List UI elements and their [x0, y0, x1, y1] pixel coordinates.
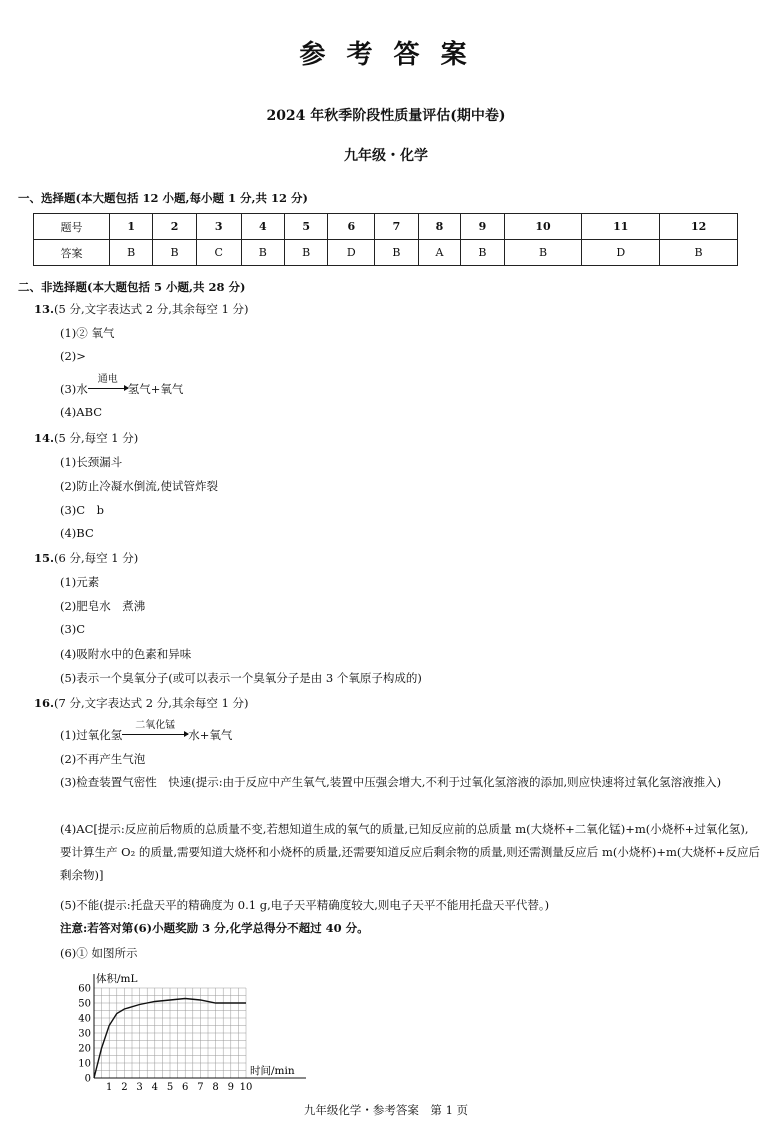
q15-answer-4: (4)吸附水中的色素和异味 [60, 647, 192, 661]
y-tick-label: 40 [78, 1013, 91, 1025]
reaction-arrow [88, 374, 128, 396]
x-tick-label: 3 [136, 1082, 143, 1093]
question-number-cell: 9 [461, 214, 504, 240]
x-tick-label: 4 [151, 1082, 158, 1093]
q16-a1-reactant: (1)过氧化氢 [60, 728, 123, 742]
question-number-cell: 5 [285, 214, 328, 240]
question-number-cell: 6 [328, 214, 375, 240]
q16-answer-3: (3)检查装置气密性 快速(提示:由于反应中产生氧气,装置中压强会增大,不利于过氧化氢溶液的添加,则应快速将过氧化氢溶液推入) [60, 775, 722, 789]
answer-cell: B [375, 240, 418, 266]
answer-cell: B [285, 240, 328, 266]
q15-head: (6 分,每空 1 分) [54, 551, 139, 565]
y-tick-label: 20 [78, 1043, 91, 1055]
section-2-title: 二、非选择题(本大题包括 5 小题,共 28 分) [18, 280, 246, 294]
q13-header [34, 301, 249, 317]
answer-cell: B [241, 240, 284, 266]
q16-header [34, 695, 249, 711]
y-tick-label: 50 [78, 998, 91, 1010]
q16-answer-2: (2)不再产生气泡 [60, 752, 146, 766]
q13-number: 13. [34, 302, 55, 316]
x-tick-label: 1 [106, 1082, 113, 1093]
y-tick-label: 10 [78, 1058, 91, 1070]
sub-title: 2024 年秋季阶段性质量评估(期中卷) [266, 108, 506, 124]
table-row-numbers [34, 214, 738, 240]
y-axis-label: 体积/mL [96, 973, 138, 985]
row-label-number: 题号 [34, 214, 110, 240]
answer-cell: C [196, 240, 241, 266]
q13-answer-4: (4)ABC [60, 405, 103, 419]
answer-cell: D [582, 240, 660, 266]
x-tick-label: 7 [197, 1082, 204, 1093]
main-title: 参 考 答 案 [299, 40, 473, 70]
q15-answer-5: (5)表示一个臭氧分子(或可以表示一个臭氧分子是由 3 个氧原子构成的) [60, 671, 422, 685]
x-tick-label: 9 [227, 1082, 234, 1093]
grade-title: 九年级・化学 [344, 148, 428, 164]
table-row-answers [34, 240, 738, 266]
x-tick-label: 10 [239, 1082, 253, 1093]
q14-answer-4: (4)BC [60, 526, 94, 540]
section-1-title: 一、选择题(本大题包括 12 小题,每小题 1 分,共 12 分) [18, 191, 308, 205]
q15-number: 15. [34, 551, 55, 565]
reaction-arrow [122, 720, 188, 742]
q16-answer-5: (5)不能(提示:托盘天平的精确度为 0.1 g,电子天平精确度较大,则电子天平不能用托盘天平代替。) [60, 898, 550, 912]
x-axis-label: 时间/min [250, 1065, 295, 1077]
question-number-cell: 12 [660, 214, 738, 240]
y-tick-label: 0 [84, 1073, 91, 1085]
q13-answer-3 [60, 374, 184, 397]
answer-cell: A [418, 240, 461, 266]
q16-answer-1 [60, 720, 233, 743]
x-tick-label: 2 [121, 1082, 128, 1093]
y-tick-label: 60 [78, 983, 91, 995]
q16-number: 16. [34, 696, 55, 710]
question-number-cell: 3 [196, 214, 241, 240]
row-label-answer: 答案 [34, 240, 110, 266]
q14-header [34, 430, 138, 446]
q14-answer-2: (2)防止冷凝水倒流,使试管炸裂 [60, 479, 218, 493]
x-tick-label: 6 [182, 1082, 189, 1093]
q13-a3-products: 氢气+氧气 [127, 382, 184, 396]
bonus-note: 注意:若答对第(6)小题奖励 3 分,化学总得分不超过 40 分。 [60, 921, 369, 935]
q14-answer-1: (1)长颈漏斗 [60, 455, 123, 469]
q15-answer-2: (2)肥皂水 煮沸 [60, 599, 146, 613]
question-number-cell: 1 [110, 214, 153, 240]
q16-answer-6: (6)① 如图所示 [60, 946, 138, 960]
question-number-cell: 8 [418, 214, 461, 240]
chart-grid [94, 988, 246, 1078]
answer-cell: B [660, 240, 738, 266]
chart-axes [94, 974, 306, 1078]
answer-cell: B [110, 240, 153, 266]
q13-head: (5 分,文字表达式 2 分,其余每空 1 分) [54, 302, 249, 316]
volume-time-chart [62, 970, 312, 1095]
q13-answer-2: (2)> [60, 349, 86, 363]
q13-a3-reactant: (3)水 [60, 382, 88, 396]
page-footer: 九年级化学・参考答案 第 1 页 [303, 1103, 469, 1117]
question-number-cell: 7 [375, 214, 418, 240]
q15-answer-3: (3)C [60, 622, 86, 636]
y-tick-label: 30 [78, 1028, 91, 1040]
q16-a1-products: 水+氧气 [188, 728, 233, 742]
answer-cell: B [153, 240, 196, 266]
answer-cell: B [461, 240, 504, 266]
question-number-cell: 10 [504, 214, 582, 240]
q16-head: (7 分,文字表达式 2 分,其余每空 1 分) [54, 696, 249, 710]
answer-cell: B [504, 240, 582, 266]
question-number-cell: 11 [582, 214, 660, 240]
x-tick-label: 5 [166, 1082, 174, 1093]
q14-answer-3: (3)C b [60, 503, 104, 517]
q14-number: 14. [34, 431, 55, 445]
reaction-condition: 通电 [97, 374, 118, 385]
question-number-cell: 2 [153, 214, 196, 240]
q15-header [34, 550, 138, 566]
q14-head: (5 分,每空 1 分) [54, 431, 139, 445]
q16-answer-4: (4)AC[提示:反应前后物质的总质量不变,若想知道生成的氧气的质量,已知反应前的总质量 m(大烧杯+二氧化锰)+m(小烧杯+过氧化氢),要计算生产 O₂ 的质量,需要知道大烧杯和小烧杯的质量,还需要知道反应后剩余物的质量,则还需测量反应后 m(小烧杯)+m(大烧杯+反应后剩余物)] [60, 822, 761, 882]
question-number-cell: 4 [241, 214, 284, 240]
x-tick-label: 8 [212, 1082, 219, 1093]
reaction-condition: 二氧化锰 [135, 720, 176, 731]
answer-table [33, 213, 738, 266]
q13-answer-1: (1)② 氧气 [60, 326, 115, 340]
answer-cell: D [328, 240, 375, 266]
q15-answer-1: (1)元素 [60, 575, 100, 589]
